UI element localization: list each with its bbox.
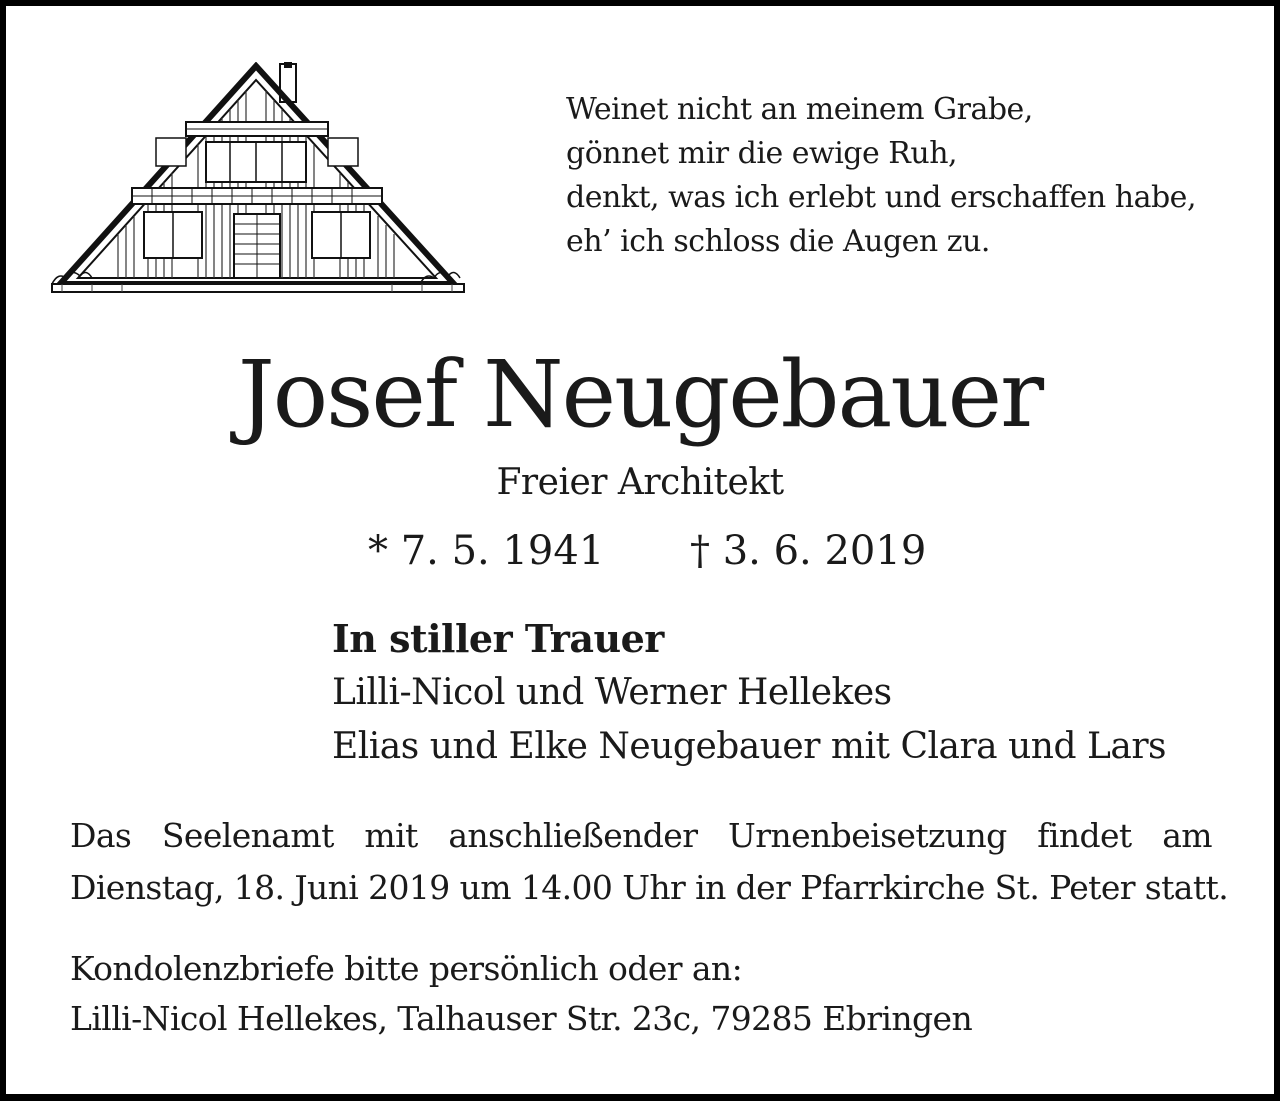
mourner-line: Lilli-Nicol und Werner Hellekes [332, 672, 892, 713]
death-date: † 3. 6. 2019 [690, 528, 927, 574]
poem-line: eh’ ich schloss die Augen zu. [566, 224, 990, 259]
mourners-block [332, 612, 1252, 774]
condolence-line: Lilli-Nicol Hellekes, Talhauser Str. 23c, 79285 Ebringen [70, 999, 973, 1038]
deceased-name: Josef Neugebauer [237, 341, 1043, 448]
condolence-address [70, 944, 1212, 1044]
service-line: Das Seelenamt mit anschließender Urnenbeisetzung findet am [70, 816, 1212, 855]
deceased-profession: Freier Architekt [496, 462, 784, 503]
poem-line: Weinet nicht an meinem Grabe, [566, 92, 1033, 127]
poem-line: gönnet mir die ewige Ruh, [566, 136, 958, 171]
service-announcement [70, 810, 1229, 914]
a-frame-house-drawing [48, 62, 468, 306]
mourner-line: Elias und Elke Neugebauer mit Clara und Lars [332, 726, 1167, 767]
birth-date: * 7. 5. 1941 [368, 528, 605, 574]
poem-verse [566, 88, 1246, 264]
poem-line: denkt, was ich erlebt und erschaffen habe, [566, 180, 1196, 215]
mourners-heading: In stiller Trauer [332, 616, 664, 661]
service-line: Dienstag, 18. Juni 2019 um 14.00 Uhr in der Pfarrkirche St. Peter statt. [70, 868, 1229, 907]
condolence-line: Kondolenzbriefe bitte persönlich oder an: [70, 949, 743, 988]
